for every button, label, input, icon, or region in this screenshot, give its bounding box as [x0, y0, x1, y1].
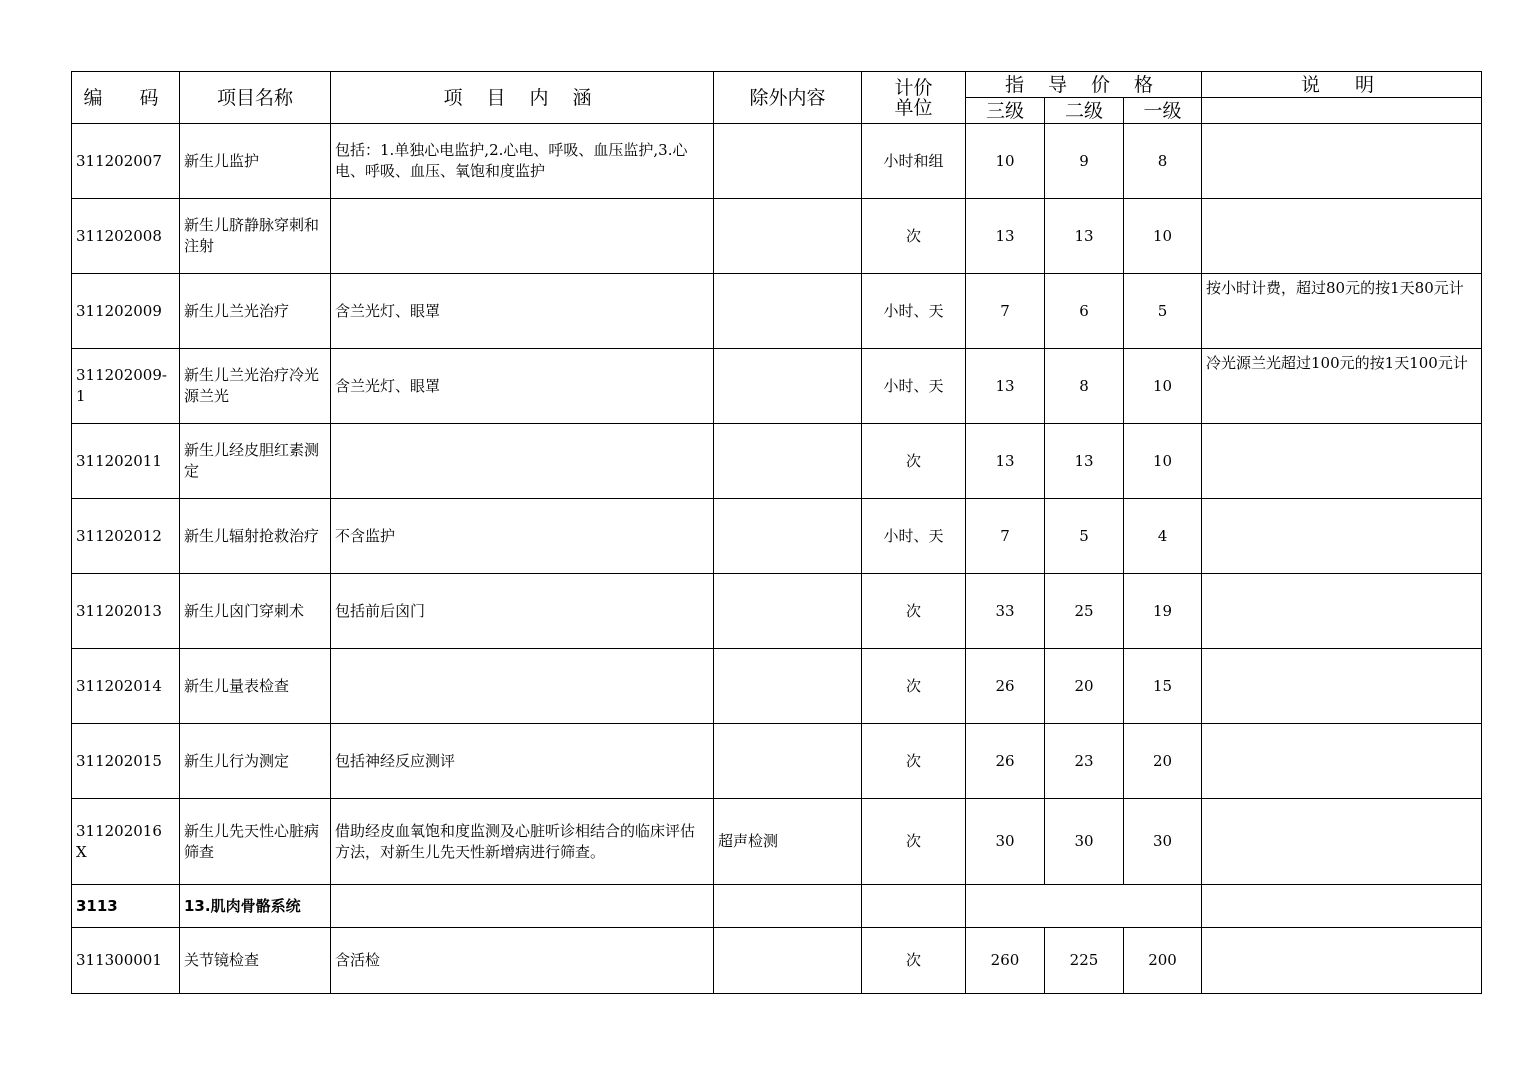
header-level3: 三级 [966, 98, 1045, 124]
row-note: 按小时计费，超过80元的按1天80元计 [1202, 274, 1482, 349]
row-note [1202, 424, 1482, 499]
row-excluded [714, 649, 862, 724]
row-unit: 次 [862, 928, 966, 994]
row-code: 311202008 [72, 199, 180, 274]
row-name: 关节镜检查 [180, 928, 331, 994]
section-code: 3113 [72, 885, 180, 928]
row-level1: 19 [1124, 574, 1202, 649]
row-content: 包括：1.单独心电监护,2.心电、呼吸、血压监护,3.心电、呼吸、血压、氧饱和度监护 [331, 124, 714, 199]
row-level2: 25 [1045, 574, 1124, 649]
row-level3: 26 [966, 724, 1045, 799]
table-row [72, 424, 1482, 499]
row-code: 311202015 [72, 724, 180, 799]
row-content: 含兰光灯、眼罩 [331, 274, 714, 349]
row-level1: 4 [1124, 499, 1202, 574]
row-note [1202, 799, 1482, 885]
header-content: 项 目 内 涵 [331, 72, 714, 124]
row-name: 新生儿经皮胆红素测定 [180, 424, 331, 499]
table-row [72, 724, 1482, 799]
table-row [72, 499, 1482, 574]
row-excluded [714, 724, 862, 799]
header-unit [862, 72, 966, 124]
section-content [331, 885, 714, 928]
row-code: 311300001 [72, 928, 180, 994]
section-note [1202, 885, 1482, 928]
section-name: 13.肌肉骨骼系统 [180, 885, 331, 928]
header-name: 项目名称 [180, 72, 331, 124]
row-name: 新生儿量表检查 [180, 649, 331, 724]
row-level1: 5 [1124, 274, 1202, 349]
row-note [1202, 574, 1482, 649]
row-excluded [714, 499, 862, 574]
header-level2: 二级 [1045, 98, 1124, 124]
row-content: 包括神经反应测评 [331, 724, 714, 799]
table-row [72, 124, 1482, 199]
row-level2: 5 [1045, 499, 1124, 574]
row-level2: 225 [1045, 928, 1124, 994]
price-table [71, 71, 1482, 994]
row-level2: 13 [1045, 199, 1124, 274]
row-level2: 20 [1045, 649, 1124, 724]
row-unit: 次 [862, 424, 966, 499]
row-unit: 次 [862, 724, 966, 799]
header-code: 编 码 [72, 72, 180, 124]
row-level2: 23 [1045, 724, 1124, 799]
row-code: 311202016 X [72, 799, 180, 885]
table-row [72, 274, 1482, 349]
row-level3: 30 [966, 799, 1045, 885]
row-content [331, 199, 714, 274]
row-level3: 26 [966, 649, 1045, 724]
row-level1: 200 [1124, 928, 1202, 994]
row-unit: 次 [862, 199, 966, 274]
row-name: 新生儿兰光治疗冷光源兰光 [180, 349, 331, 424]
row-note [1202, 499, 1482, 574]
row-unit: 次 [862, 649, 966, 724]
row-level3: 260 [966, 928, 1045, 994]
row-name: 新生儿先天性心脏病筛查 [180, 799, 331, 885]
section-unit [862, 885, 966, 928]
row-unit: 次 [862, 574, 966, 649]
row-note [1202, 124, 1482, 199]
table-row [72, 199, 1482, 274]
row-level3: 13 [966, 349, 1045, 424]
row-note [1202, 724, 1482, 799]
row-level3: 13 [966, 424, 1045, 499]
row-excluded [714, 574, 862, 649]
row-code: 311202009 [72, 274, 180, 349]
table-row [72, 349, 1482, 424]
row-level1: 20 [1124, 724, 1202, 799]
row-level2: 13 [1045, 424, 1124, 499]
row-level3: 13 [966, 199, 1045, 274]
header-price-group: 指 导 价 格 [966, 72, 1202, 98]
row-content [331, 649, 714, 724]
header-level1: 一级 [1124, 98, 1202, 124]
row-excluded [714, 274, 862, 349]
row-unit: 小时、天 [862, 349, 966, 424]
header-excluded: 除外内容 [714, 72, 862, 124]
header-row-1 [72, 72, 1482, 98]
row-code: 311202011 [72, 424, 180, 499]
table-row [72, 574, 1482, 649]
row-level2: 9 [1045, 124, 1124, 199]
row-name: 新生儿囟门穿刺术 [180, 574, 331, 649]
row-excluded [714, 199, 862, 274]
row-code: 311202014 [72, 649, 180, 724]
row-level3: 7 [966, 499, 1045, 574]
table-row [72, 649, 1482, 724]
section-excluded [714, 885, 862, 928]
row-level1: 10 [1124, 424, 1202, 499]
row-level1: 15 [1124, 649, 1202, 724]
row-note [1202, 928, 1482, 994]
row-unit: 小时和组 [862, 124, 966, 199]
row-level2: 6 [1045, 274, 1124, 349]
header-description: 说 明 [1202, 72, 1482, 98]
row-name: 新生儿兰光治疗 [180, 274, 331, 349]
row-excluded: 超声检测 [714, 799, 862, 885]
row-level3: 33 [966, 574, 1045, 649]
row-level1: 10 [1124, 349, 1202, 424]
row-content: 不含监护 [331, 499, 714, 574]
row-excluded [714, 928, 862, 994]
section-price [966, 885, 1202, 928]
row-content: 借助经皮血氧饱和度监测及心脏听诊相结合的临床评估方法，对新生儿先天性新增病进行筛查。 [331, 799, 714, 885]
row-content: 含兰光灯、眼罩 [331, 349, 714, 424]
row-level3: 7 [966, 274, 1045, 349]
row-code: 311202007 [72, 124, 180, 199]
section-row [72, 885, 1482, 928]
row-code: 311202012 [72, 499, 180, 574]
row-unit: 次 [862, 799, 966, 885]
row-name: 新生儿脐静脉穿刺和注射 [180, 199, 331, 274]
header-unit-line1: 计价 [894, 76, 933, 99]
row-level2: 30 [1045, 799, 1124, 885]
row-name: 新生儿行为测定 [180, 724, 331, 799]
header-description-blank [1202, 98, 1482, 124]
row-code: 311202013 [72, 574, 180, 649]
row-unit: 小时、天 [862, 499, 966, 574]
row-content [331, 424, 714, 499]
table-row [72, 799, 1482, 885]
row-excluded [714, 124, 862, 199]
row-level1: 30 [1124, 799, 1202, 885]
row-level1: 10 [1124, 199, 1202, 274]
row-level2: 8 [1045, 349, 1124, 424]
header-unit-line2: 单位 [894, 96, 933, 119]
row-note: 冷光源兰光超过100元的按1天100元计 [1202, 349, 1482, 424]
row-content: 包括前后囟门 [331, 574, 714, 649]
row-level1: 8 [1124, 124, 1202, 199]
row-code: 311202009-1 [72, 349, 180, 424]
row-note [1202, 199, 1482, 274]
row-level3: 10 [966, 124, 1045, 199]
row-name: 新生儿辐射抢救治疗 [180, 499, 331, 574]
row-content: 含活检 [331, 928, 714, 994]
row-note [1202, 649, 1482, 724]
row-unit: 小时、天 [862, 274, 966, 349]
row-name: 新生儿监护 [180, 124, 331, 199]
row-excluded [714, 349, 862, 424]
table-row [72, 928, 1482, 994]
row-excluded [714, 424, 862, 499]
